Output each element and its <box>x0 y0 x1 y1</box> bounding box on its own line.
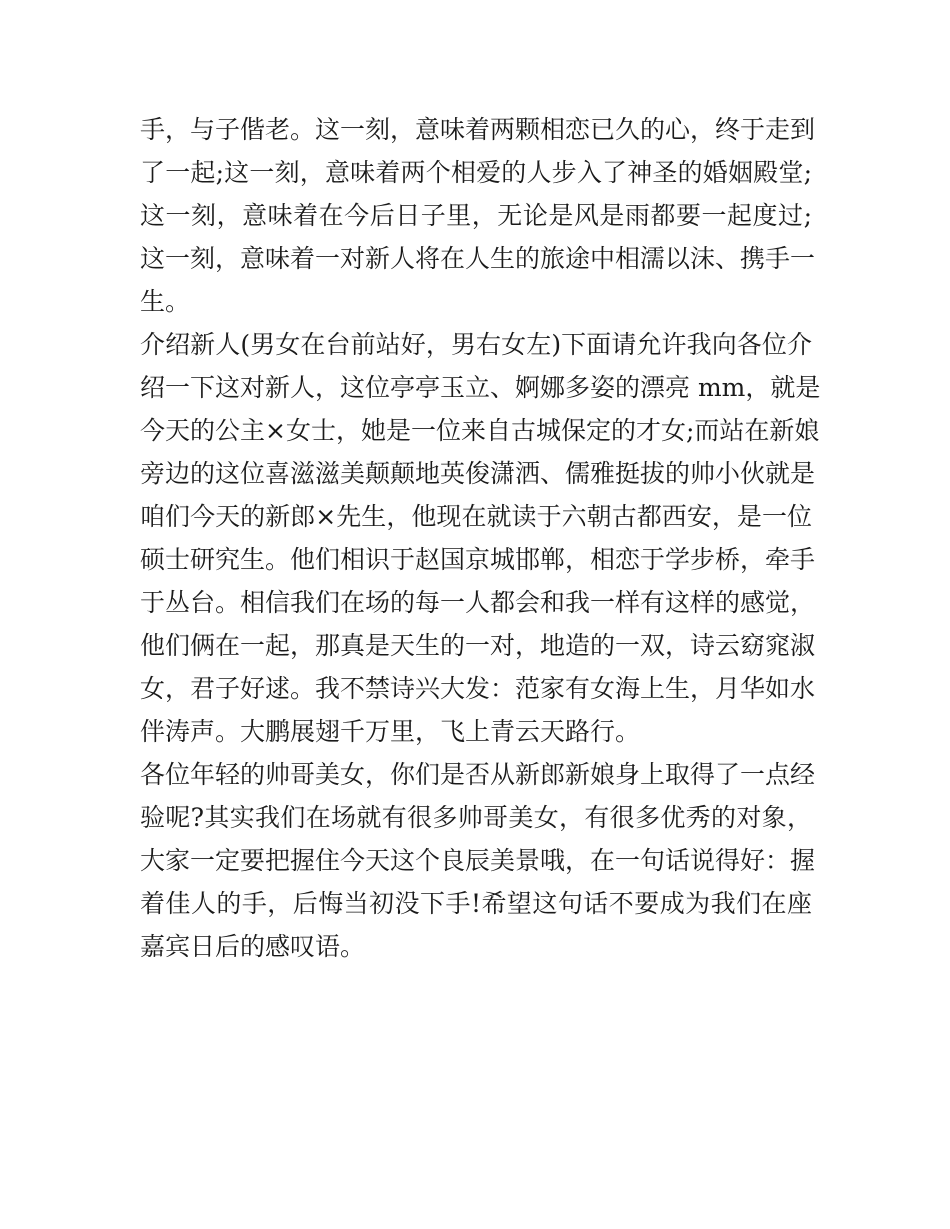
text-line: 介绍新人(男女在台前站好，男右女左)下面请允许我向各位介 <box>140 330 812 359</box>
text-line: 着佳人的手，后悔当初没下手!希望这句话不要成为我们在座 <box>140 889 812 918</box>
text-line: 绍一下这对新人，这位亭亭玉立、婀娜多姿的漂亮 mm，就是 <box>140 373 821 402</box>
text-line: 咱们今天的新郎×先生，他现在就读于六朝古都西安，是一位 <box>140 502 812 531</box>
text-line: 这一刻，意味着一对新人将在人生的旅途中相濡以沫、携手一 <box>140 244 816 273</box>
paragraph-address-guests <box>140 753 816 968</box>
text-line: 他们俩在一起，那真是天生的一对，地造的一双，诗云窈窕淑 <box>140 631 816 660</box>
paragraph-introduce-couple <box>140 323 821 753</box>
paragraph-wedding-moment <box>140 108 816 323</box>
text-line: 嘉宾日后的感叹语。 <box>140 932 366 961</box>
text-line: 各位年轻的帅哥美女，你们是否从新郎新娘身上取得了一点经 <box>140 760 816 789</box>
text-line: 女，君子好逑。我不禁诗兴大发：范家有女海上生，月华如水 <box>140 674 816 703</box>
text-line: 于丛台。相信我们在场的每一人都会和我一样有这样的感觉， <box>140 588 816 617</box>
text-line: 了一起;这一刻，意味着两个相爱的人步入了神圣的婚姻殿堂; <box>140 158 812 187</box>
text-line: 旁边的这位喜滋滋美颠颠地英俊潇洒、儒雅挺拔的帅小伙就是 <box>140 459 816 488</box>
text-line: 验呢?其实我们在场就有很多帅哥美女，有很多优秀的对象， <box>140 803 812 832</box>
text-line: 这一刻，意味着在今后日子里，无论是风是雨都要一起度过; <box>140 201 812 230</box>
text-line: 硕士研究生。他们相识于赵国京城邯郸，相恋于学步桥，牵手 <box>140 545 816 574</box>
text-line: 今天的公主×女士，她是一位来自古城保定的才女;而站在新娘 <box>140 416 820 445</box>
text-line: 生。 <box>140 287 191 316</box>
text-line: 伴涛声。大鹏展翅千万里，飞上青云天路行。 <box>140 717 641 746</box>
text-line: 大家一定要把握住今天这个良辰美景哦，在一句话说得好：握 <box>140 846 816 875</box>
document-body <box>140 108 821 968</box>
text-line: 手，与子偕老。这一刻，意味着两颗相恋已久的心，终于走到 <box>140 115 816 144</box>
